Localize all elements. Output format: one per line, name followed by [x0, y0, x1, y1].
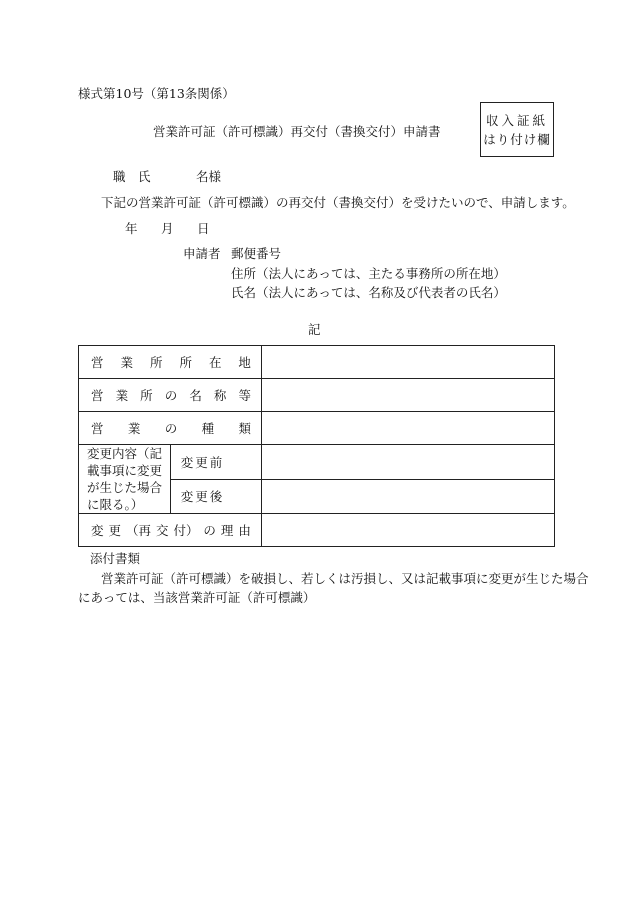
label-before-change: 変更前	[180, 454, 225, 470]
name-label: 氏名（法人にあっては、名称及び代表者の氏名）	[231, 285, 506, 300]
before-change-value-cell[interactable]	[262, 445, 555, 480]
ki-heading: 記	[308, 322, 321, 337]
attachments-text-2: にあっては、当該営業許可証（許可標識）	[78, 590, 316, 605]
after-change-value-cell[interactable]	[262, 479, 555, 514]
date-year: 年	[125, 221, 138, 236]
page-title: 営業許可証（許可標識）再交付（書換交付）申請書	[153, 124, 441, 139]
table-row-name	[79, 379, 555, 412]
table-row-change-before	[79, 445, 555, 480]
label-reason: 変 更 （再 交 付） の 理 由	[91, 523, 251, 538]
label-business-name: 営 業 所 の 名 称 等	[91, 388, 251, 403]
stamp-line-1: 収入証紙	[485, 112, 548, 128]
attachments-text-1: 営業許可証（許可標識）を破損し、若しくは汚損し、又は記載事項に変更が生じた場合	[101, 571, 589, 586]
application-table	[78, 345, 555, 547]
revenue-stamp-box	[480, 102, 554, 157]
addressee-name: 名様	[196, 169, 222, 184]
addressee-title: 職 氏	[113, 169, 151, 184]
date-day: 日	[197, 221, 210, 236]
request-statement: 下記の営業許可証（許可標識）の再交付（書換交付）を受けたいので、申請します。	[101, 195, 575, 210]
postal-code-label: 郵便番号	[231, 246, 282, 261]
business-name-value-cell[interactable]	[262, 379, 555, 412]
table-row-reason	[79, 514, 555, 547]
address-label: 住所（法人にあっては、主たる事務所の所在地）	[231, 266, 506, 281]
business-type-value-cell[interactable]	[262, 412, 555, 445]
table-row-location	[79, 346, 555, 379]
label-change-content: 変更内容（記 載事項に変更 が生じた場合 に限る。）	[79, 445, 171, 514]
date-month: 月	[161, 221, 174, 236]
label-business-type: 営 業 の 種 類	[91, 421, 251, 436]
attachments-heading: 添付書類	[90, 551, 141, 566]
label-location: 営 業 所 所 在 地	[91, 355, 251, 370]
applicant-label: 申請者	[183, 246, 221, 261]
reason-value-cell[interactable]	[262, 514, 555, 547]
location-value-cell[interactable]	[262, 346, 555, 379]
form-number: 様式第10号（第13条関係）	[78, 86, 235, 101]
label-after-change: 変更後	[180, 489, 225, 505]
table-row-type	[79, 412, 555, 445]
stamp-line-2: はり付け欄	[483, 131, 551, 147]
